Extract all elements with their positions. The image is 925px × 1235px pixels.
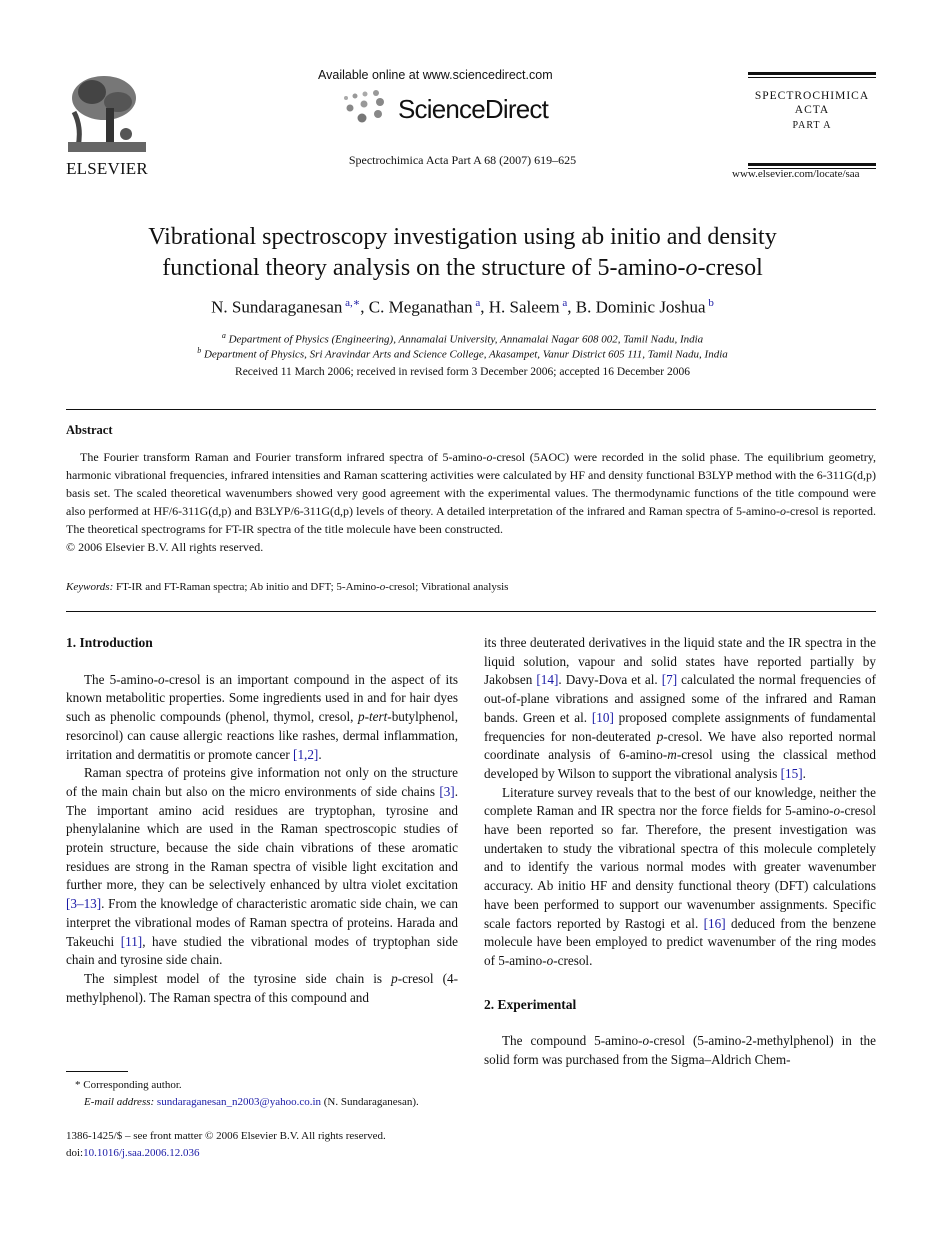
italic-text: tert [368,709,388,725]
text-run: Raman spectra of proteins give information not only on the structure of the main chain but also on the micro environments of side chains [66,765,458,799]
citation-link[interactable]: [14] [536,672,559,688]
text-run: The Fourier transform Raman and Fourier transform infrared spectra of 5-amino- [80,450,487,464]
italic-text: o [379,581,386,593]
text-run: -butylphenol, resorcinol) can cause allergic reactions like rashes, dermal inflammation, irritation and dermatitis or promote cancer [66,709,458,762]
text-run: . Davy-Dova et al. [558,672,662,688]
text-run: FT-IR and FT-Raman spectra; Ab initio and DFT; 5-Amino- [113,581,380,593]
publisher-name: ELSEVIER [66,159,148,178]
received-dates: Received 11 March 2006; received in revised form 3 December 2006; accepted 16 December 2006 [235,366,690,378]
doi-link[interactable]: 10.1016/j.saa.2006.12.036 [83,1147,200,1159]
body-paragraph [484,1032,876,1069]
text-run: -cresol; Vibrational analysis [385,581,509,593]
issn-line: 1386-1425/$ – see front matter © 2006 Elsevier B.V. All rights reserved. [66,1130,386,1142]
italic-text: o [780,504,787,519]
title-line [60,253,865,284]
text-run: calculated the normal frequencies of out-of-plane vibrations and assigned some of the infrared and Raman bands. Green et al. [484,672,876,725]
abstract-copyright: © 2006 Elsevier B.V. All rights reserved. [66,540,264,555]
journal-url[interactable]: www.elsevier.com/locate/saa [732,168,860,180]
affiliation-text: Department of Physics (Engineering), Annamalai University, Annamalai Nagar 608 002, Tamil Nadu, India [228,333,704,346]
text-run: -cresol (5-amino-2-methylphenol) in the solid form was purchased from the Sigma–Aldrich Chem- [484,1033,877,1068]
text-run: proposed complete assignments of fundamental frequencies for non-deuterated [484,709,876,744]
author-separator: , [567,297,576,317]
journal-reference: Spectrochimica Acta Part A 68 (2007) 619–625 [348,153,577,167]
footnote [75,1077,419,1111]
body-paragraph [66,671,458,765]
email-label: E-mail address: [84,1096,155,1108]
text-run: deduced from the benzene molecule have been employed to predict wavenumber of the ring modes of 5-amino- [484,915,876,968]
text-run: -cresol have been reported so far. Therefore, the present investigation was undertaken to study the vibrational spectra of this molecule completely and to identify the various normal modes with greater wavenumber accuracy. Ab initio HF and density functional theory (DFT) calculations have been performed to support our wavenumber assignments. Specific scale factors reported by Rastogi et al. [484,803,876,931]
body-paragraph [484,784,876,971]
text-run: -cresol. [553,952,593,968]
sciencedirect-wordmark: ScienceDirect [398,94,548,124]
author-name: H. Saleem [488,297,560,317]
italic-text: o [685,255,698,281]
italic-text: o [486,450,493,464]
affiliation-text: Department of Physics, Sri Aravindar Arts and Science College, Akasampet, Vanur District 605 111, Tamil Nadu, India [203,348,728,361]
body-paragraph [66,764,458,970]
title-line: Vibrational spectroscopy investigation using ab initio and density [148,224,777,250]
keywords [66,581,508,593]
text-run: 2. Experimental [484,996,577,1012]
email-link[interactable]: sundaraganesan_n2003@yahoo.co.in [156,1096,322,1108]
italic-text: o [546,952,554,968]
sciencedirect-dots-icon [340,88,398,128]
section-heading [484,996,876,1015]
body-paragraph [484,634,876,784]
author-name: B. Dominic Joshua [575,297,706,317]
text-run: The 5-amino- [84,671,159,687]
citation-link[interactable]: [3] [439,783,455,799]
text-run: -cresol. We have also reported normal coordinate analysis of 6-amino- [484,728,876,763]
italic-text: o [833,803,841,819]
author-separator: , [360,297,369,317]
text-run: . The important amino acid residues are tryptophan, tyrosine and phenylalanine which are used in the Raman spectroscopic studies of protein structure, because the side chain vibrations of these aromatic residues are strong in the Raman spectra of visible light excitation and further more, they can be selectively enhanced by ultra violet excitation [66,783,458,893]
body-paragraph [66,970,458,1007]
abstract-body [66,448,876,557]
journal-masthead [748,72,876,169]
citation-link[interactable]: [10] [591,709,614,725]
journal-name-line: SPECTROCHIMICA [754,90,870,102]
affiliation-a [0,331,925,346]
right-column [484,634,876,1070]
text-run: its three deuterated derivatives in the liquid state and the IR spectra in the liquid solution, vapour and solid states have reported partially by Jakobsen [484,635,876,688]
text-run: The simplest model of the tyrosine side chain is [84,970,392,986]
affiliation-b [0,346,925,361]
article-title [60,222,865,284]
text-run: functional theory analysis on the structure of 5-amino- [162,255,686,281]
divider [66,611,876,612]
text-run: The compound 5-amino- [502,1033,643,1049]
text-run: -cresol [697,255,763,281]
abstract-heading: Abstract [66,423,113,437]
author-separator: , [480,297,489,317]
author-list [0,296,925,318]
affiliation-mark: b [197,346,202,355]
affiliation-mark: a [221,331,226,340]
italic-text: p [391,970,398,986]
text-run: -cresol is an important compound in the aspect of its known metabolitic properties. Some ingredients used in and for hair dyes such as phenolic compounds (phenol, thymol, cresol, [66,671,458,725]
doi-label: doi: [66,1147,84,1159]
journal-name-line: ACTA [794,104,830,116]
italic-text: o [158,671,165,687]
author-affiliation-mark[interactable]: b [705,297,714,309]
italic-text: o [642,1033,650,1049]
available-online-text: Available online at www.sciencedirect.com [318,68,553,82]
citation-link[interactable]: [16] [703,915,726,931]
corresponding-author-note: * Corresponding author. [75,1079,182,1091]
sciencedirect-logo [340,88,570,128]
citation-link[interactable]: [7] [661,672,678,688]
author-affiliation-mark[interactable]: a [559,297,568,309]
journal-name-line: PART A [792,120,832,131]
italic-text: p [357,709,365,725]
keywords-list [113,581,508,593]
author-name: N. Sundaraganesan [211,297,343,317]
abstract-text [66,448,876,538]
front-matter [66,1128,386,1162]
left-column [66,634,458,1007]
text-run: -cresol using the classical method developed by Wilson to support the vibrational analysis [484,747,877,781]
text-run: . [802,765,806,781]
text-run: -cresol (4-methylphenol). The Raman spectra of this compound and [66,970,458,1005]
text-run: Literature survey reveals that to the best of our knowledge, neither the complete Raman and IR spectra nor the force fields for 5-amino- [484,784,876,819]
text-run: -cresol is reported. The theoretical spectrograms for FT-IR spectra of the title molecule have been constructed. [66,504,876,537]
citation-link[interactable]: [3–13] [66,896,102,912]
footnote-rule [66,1071,128,1072]
elsevier-tree-icon [68,72,146,152]
text-run: -cresol (5AOC) were recorded in the solid phase. The equilibrium geometry, harmonic vibrational frequencies, infrared intensities and Raman scattering activities were calculated by HF and density functional B3LYP method with the 6-311G(d,p) basis set. The scaled theoretical wavenumbers showed very good agreement with the experimental values. The thermodynamic functions of the title compound were also performed at HF/6-311G(d,p) and B3LYP/6-311G(d,p) levels of theory. A detailed interpretation of the infrared and Raman spectra of 5-amino- [66,450,876,519]
divider [66,409,876,410]
citation-link[interactable]: [11] [120,933,143,949]
citation-link[interactable]: [1,2] [293,746,319,762]
text-run: . [318,746,322,762]
author-affiliation-mark[interactable]: a,∗ [342,297,361,309]
section-heading [66,634,458,653]
italic-text: m [667,747,677,763]
text-run: 1. Introduction [66,635,153,650]
text-run: , have studied the vibrational modes of tryptophan side chain and tyrosine side chain. [66,933,458,968]
italic-text: p [656,728,664,744]
masthead-rule [748,72,876,78]
text-run: - [364,709,369,725]
text-run: . From the knowledge of characteristic aromatic side chain, we can interpret the vibrational modes of Raman spectra of proteins. Harada and Takeuchi [66,896,458,949]
author-name: C. Meganathan [368,297,473,317]
email-owner: (N. Sundaraganesan). [321,1096,419,1108]
author-affiliation-mark[interactable]: a [472,297,481,309]
keywords-label: Keywords: [66,581,114,593]
citation-link[interactable]: [15] [780,765,803,781]
